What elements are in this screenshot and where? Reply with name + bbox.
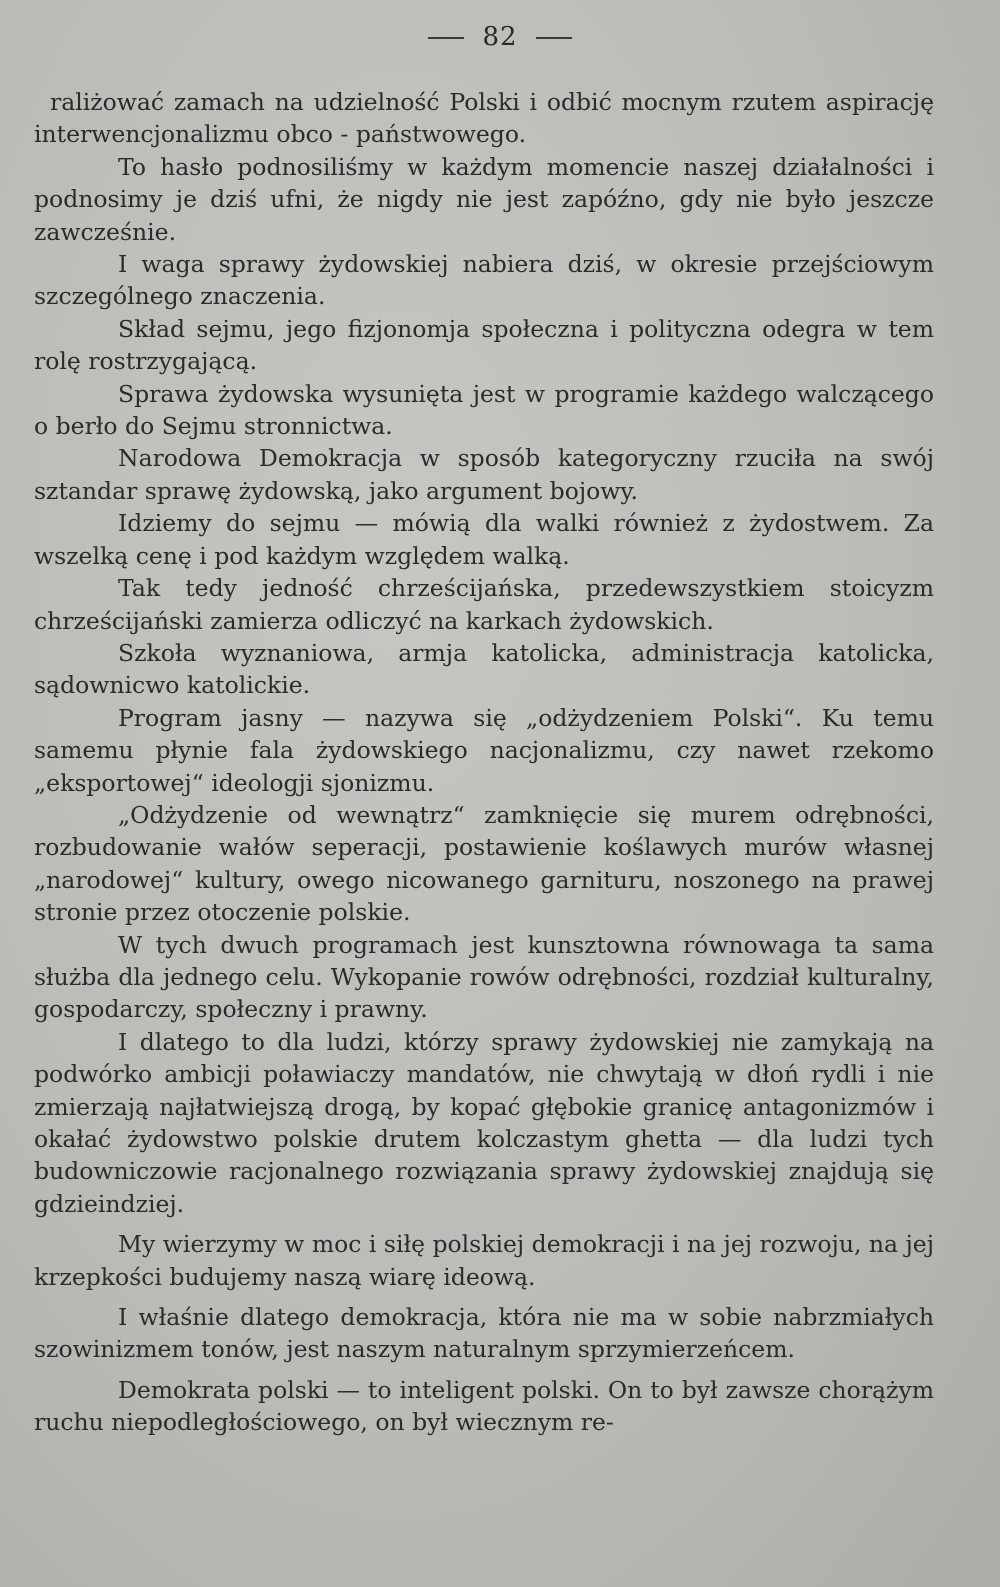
page-number-value: 82 <box>482 22 518 52</box>
paragraph: Idziemy do sejmu — mówią dla walki również z żydostwem. Za wszelką cenę i pod każdym względem walką. <box>34 509 934 570</box>
paragraph: Sprawa żydowska wysunięta jest w programie każdego walczącego o berło do Sejmu stronnictwa. <box>34 379 934 441</box>
paragraph: Szkoła wyznaniowa, armja katolicka, administracja katolicka, sądownicwo katolickie. <box>34 638 934 700</box>
page-number-dash-right <box>536 37 572 39</box>
paragraph: Tak tedy jedność chrześcijańska, przedewszystkiem stoicyzm chrześcijański zamierza odliczyć na karkach żydowskich. <box>34 574 934 635</box>
paragraph: Skład sejmu, jego fizjonomja społeczna i polityczna odegra w tem rolę rostrzygającą. <box>34 314 934 376</box>
paragraph: Program jasny — nazywa się „odżydzeniem Polski“. Ku temu samemu płynie fala żydowskiego nacjonalizmu, czy nawet rzekomo „eksportowej“ ideologji sjonizmu. <box>34 703 934 797</box>
paragraph: My wierzymy w moc i siłę polskiej demokracji i na jej rozwoju, na jej krzepkości budujemy naszą wiarę ideową. <box>34 1230 934 1291</box>
paragraph: W tych dwuch programach jest kunsztowna równowaga ta sama służba dla jednego celu. Wykopanie rowów odrębności, rozdział kulturalny, gospodarczy, społeczny i prawny. <box>34 930 934 1024</box>
paragraph: To hasło podnosiliśmy w każdym momencie naszej działalności i podnosimy je dziś ufni, że nigdy nie jest zapóźno, gdy nie było jeszcze zawcześnie. <box>34 152 934 246</box>
page-number <box>0 22 1000 52</box>
paragraph: raliżować zamach na udzielność Polski i odbić mocnym rzutem aspirację interwencjonalizmu obco - państwowego. <box>34 88 934 149</box>
paragraph: Narodowa Demokracja w sposób kategoryczny rzuciła na swój sztandar sprawę żydowską, jako argument bojowy. <box>34 444 934 505</box>
paragraph: Demokrata polski — to inteligent polski. On to był zawsze chorążym ruchu niepodległościowego, on był wiecznym re- <box>34 1375 934 1437</box>
body-text <box>34 86 934 1439</box>
paragraph: I właśnie dlatego demokracja, która nie ma w sobie nabrzmiałych szowinizmem tonów, jest naszym naturalnym sprzymierzeńcem. <box>34 1303 934 1364</box>
page-number-dash-left <box>428 37 464 39</box>
paragraph: I dlatego to dla ludzi, którzy sprawy żydowskiej nie zamykają na podwórko ambicji poławiaczy mandatów, nie chwytają w dłoń rydli i nie zmierzają najłatwiejszą drogą, by kopać głębokie granicę antagonizmów i okałać żydowstwo polskie drutem kolczastym ghetta — dla ludzi tych budowniczowie racjonalnego rozwiązania sprawy żydowskiej znajdują się gdzieindziej. <box>34 1027 934 1218</box>
paragraph: „Odżydzenie od wewnątrz“ zamknięcie się murem odrębności, rozbudowanie wałów seperacji, postawienie koślawych murów własnej „narodowej“ kultury, owego nicowanego garnituru, noszonego na prawej stronie przez otoczenie polskie. <box>34 800 934 927</box>
paragraph: I waga sprawy żydowskiej nabiera dziś, w okresie przejściowym szczególnego znaczenia. <box>34 250 934 311</box>
